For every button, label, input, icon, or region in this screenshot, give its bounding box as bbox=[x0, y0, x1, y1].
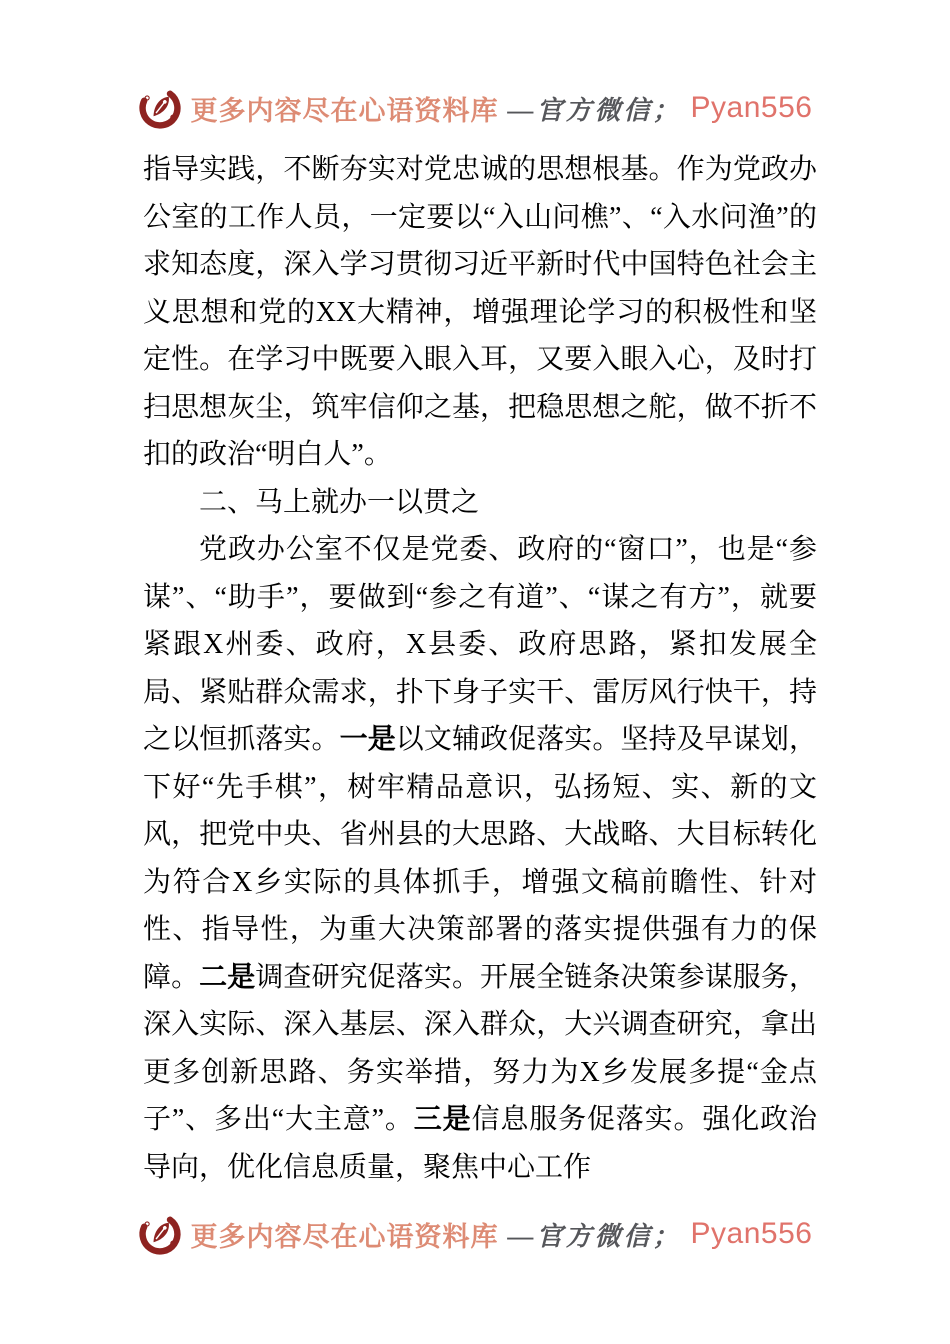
text-segment: 信息服务促落实。强化政治导向，优化信息质量，聚焦中心工作 bbox=[143, 1104, 817, 1183]
bold-text-segment-yishi: 一是 bbox=[339, 724, 396, 755]
watermark-wechat-account: Pyan556 bbox=[690, 91, 813, 124]
bold-text-segment-ershi: 二是 bbox=[199, 961, 256, 993]
section-heading: 二、马上就办一以贯之 bbox=[199, 486, 480, 518]
header-watermark bbox=[0, 80, 950, 136]
document-body bbox=[143, 146, 817, 1191]
pen-nib-swirl-icon bbox=[138, 86, 182, 130]
watermark-wechat-label: —官方微信； bbox=[507, 1221, 682, 1251]
text-segment: 以文辅政促落实。坚持及早谋划，下好“先手棋”，树牢精品意识，弘扬短、实、新的文风，把党中央、省州县的大思路、大战略、大目标转化为符合X乡实际的具体抓手，增强文稿前瞻性、针对性、指导性，为重大决策部署的落实提供强有力的保障。 bbox=[143, 724, 817, 993]
bold-text-segment-sanshi: 三是 bbox=[413, 1104, 472, 1135]
pen-nib-swirl-icon bbox=[138, 1212, 182, 1256]
watermark-text: 更多内容尽在心语资料库 bbox=[190, 1221, 499, 1252]
watermark-wechat-account: Pyan556 bbox=[690, 1217, 813, 1250]
footer-watermark bbox=[0, 1206, 950, 1262]
text-segment: 调查研究促落实。开展全链条决策参谋服务，深入实际、深入基层、深入群众，大兴调查研究，拿出更多创新思路、务实举措，努力为X乡发展多提“金点子”、多出“大主意”。 bbox=[143, 961, 817, 1135]
text-segment: 党政办公室不仅是党委、政府的“窗口”，也是“参谋”、“助手”，要做到“参之有道”、“谋之有方”，就要紧跟X州委、政府，X县委、政府思路，紧扣发展全局、紧贴群众需求，扑下身子实干、雷厉风行快干，持之以恒抓落实。 bbox=[143, 534, 817, 755]
watermark-wechat-label: —官方微信； bbox=[507, 95, 682, 125]
paragraph-section-two bbox=[143, 526, 817, 1191]
watermark-text: 更多内容尽在心语资料库 bbox=[190, 95, 499, 126]
paragraph-continued: 指导实践，不断夯实对党忠诚的思想根基。作为党政办公室的工作人员，一定要以“入山问樵”、“入水问渔”的求知态度，深入学习贯彻习近平新时代中国特色社会主义思想和党的XX大精神，增强理论学习的积极性和坚定性。在学习中既要入眼入耳，又要入眼入心，及时打扫思想灰尘，筑牢信仰之基，把稳思想之舵，做不折不扣的政治“明白人”。 bbox=[143, 154, 817, 470]
